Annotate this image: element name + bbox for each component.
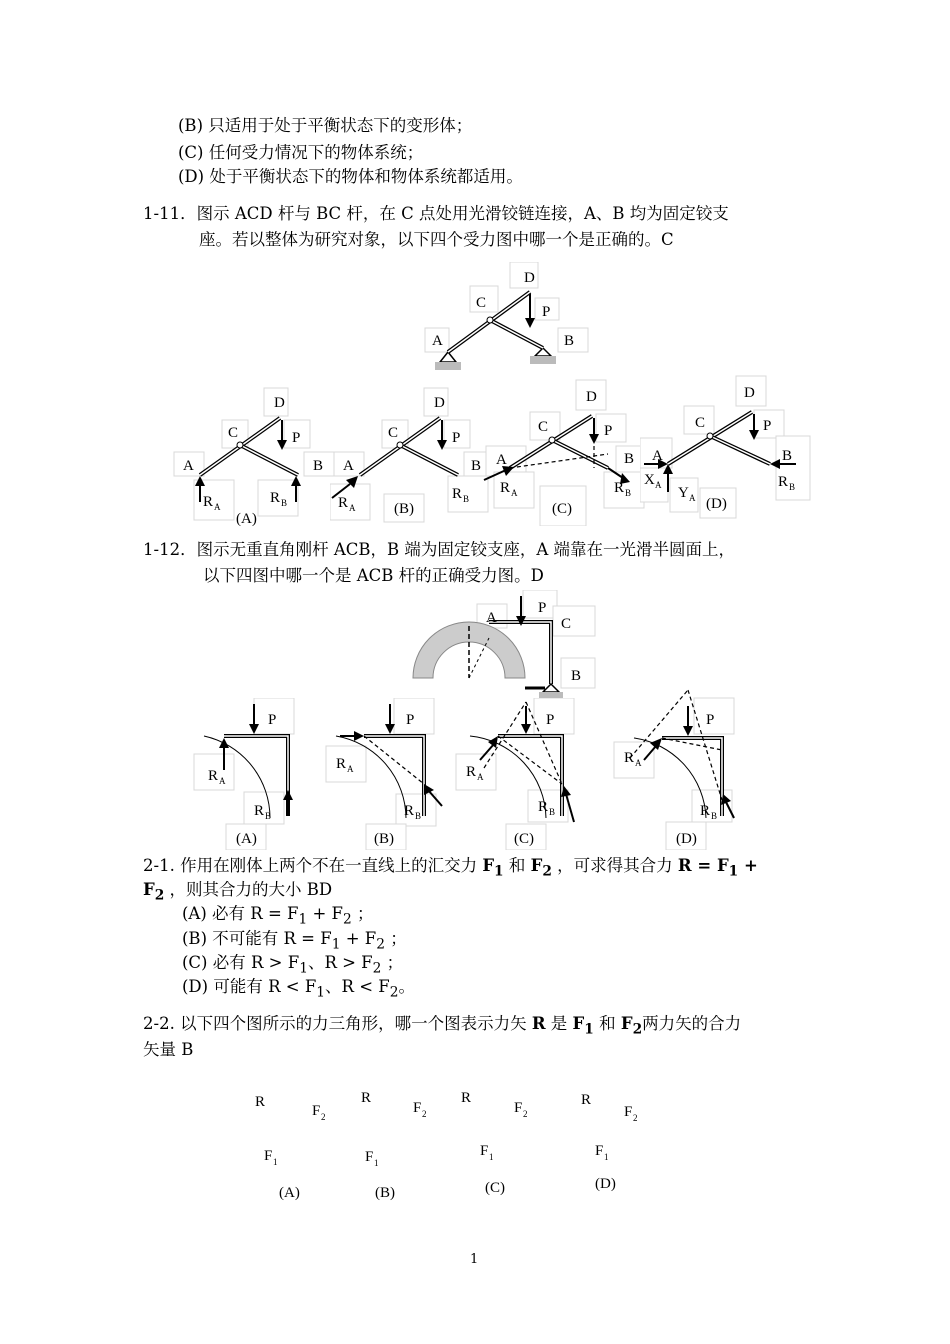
sub-a: A	[511, 488, 518, 498]
label-ra: R	[338, 495, 349, 511]
figure-1-11-option-d	[640, 372, 815, 522]
question-2-1-line2	[143, 880, 332, 905]
sub-b: B	[415, 811, 422, 821]
f1-sub: 1	[584, 1021, 594, 1038]
f2-symbol: F	[143, 880, 155, 899]
question-text-2: 可求得其合力	[573, 856, 673, 875]
option-d-mid: 、R < F	[325, 977, 390, 996]
question-number: 2-2.	[143, 1014, 175, 1033]
label-f1: F	[595, 1143, 604, 1159]
label-f1: F	[264, 1148, 273, 1164]
label-b: B	[564, 333, 575, 349]
sub-2: 2	[321, 1112, 326, 1122]
label-a: A	[343, 458, 354, 474]
sub-b: B	[625, 488, 632, 498]
f2-symbol: F	[620, 1014, 633, 1033]
question-text-2: 两力矢的合力	[642, 1014, 742, 1033]
question-1-12-line1: 1-12．图示无重直角刚杆 ACB，B 端为固定铰支座，A 端靠在一光滑半圆面上，	[143, 540, 736, 559]
option-d-text: (D) 可能有 R < F	[182, 977, 317, 996]
caption-d: (D)	[676, 831, 697, 847]
figure-1-11-option-b	[330, 380, 500, 530]
label-xa: X	[644, 472, 655, 488]
label-p: P	[763, 418, 772, 434]
sub-a: A	[689, 493, 696, 503]
option-2-1-b	[182, 929, 407, 954]
option-a-text: (A) 必有 R = F	[182, 904, 299, 923]
sub-b: B	[463, 494, 470, 504]
label-p: P	[538, 600, 547, 616]
option-b-line: (B) 只适用于处于平衡状态下的变形体；	[178, 116, 473, 135]
question-2-1-line1	[143, 856, 758, 881]
figure-1-12-option-b	[320, 698, 450, 850]
option-c-line: (C) 任何受力情况下的物体系统；	[178, 143, 424, 162]
sub-1: 1	[299, 960, 308, 977]
figure-1-12-main	[405, 590, 605, 702]
sub-2: 2	[422, 1109, 427, 1119]
sub-1: 1	[728, 863, 739, 880]
f2-sub: 2	[632, 1021, 643, 1038]
option-c-text: (C) 必有 R > F	[182, 953, 300, 972]
label-d: D	[524, 270, 535, 286]
caption-c: (C)	[485, 1180, 505, 1196]
figure-1-12-option-c	[450, 698, 590, 850]
label-f1: F	[480, 1143, 489, 1159]
label-d: D	[274, 395, 285, 411]
and-word: 和	[599, 1014, 616, 1033]
figure-1-12-option-a	[190, 698, 310, 850]
f1-symbol: F	[482, 856, 495, 875]
f2-sub: 2	[154, 887, 165, 904]
caption-c: (C)	[552, 501, 572, 517]
sub-2: 2	[372, 960, 382, 977]
label-b: B	[471, 458, 482, 474]
label-d: D	[586, 389, 597, 405]
question-text: 以下四个图所示的力三角形，哪一个图表示力矢	[180, 1014, 527, 1033]
period: 。	[398, 977, 415, 996]
label-r: R	[361, 1090, 372, 1106]
sub-1: 1	[273, 1157, 278, 1167]
label-rb: R	[700, 803, 711, 819]
sub-a: A	[655, 480, 662, 490]
question-text-3: 则其合力的大小 BD	[186, 880, 333, 899]
label-rb: R	[614, 480, 625, 496]
sub-1: 1	[604, 1152, 609, 1162]
label-c: C	[695, 415, 706, 431]
semicolon: ；	[386, 953, 404, 972]
label-p: P	[292, 430, 301, 446]
label-a: A	[496, 452, 507, 468]
label-rb: R	[254, 803, 265, 819]
caption-b: (B)	[374, 831, 394, 847]
label-c: C	[538, 419, 549, 435]
question-1-12-line2: 以下四图中哪一个是 ACB 杆的正确受力图。D	[203, 566, 544, 585]
label-rb: R	[404, 803, 415, 819]
sub-b: B	[265, 811, 272, 821]
label-p: P	[406, 712, 415, 728]
option-2-1-a	[182, 904, 374, 929]
label-ra: R	[336, 756, 347, 772]
page-number: 1	[470, 1252, 479, 1267]
label-rb: R	[270, 490, 281, 506]
caption-d: (D)	[595, 1176, 616, 1192]
caption-b: (B)	[375, 1185, 395, 1201]
f1-sub: 1	[494, 863, 504, 880]
label-r: R	[581, 1092, 592, 1108]
r-symbol: R	[531, 1014, 546, 1033]
option-b-text: (B) 不可能有 R = F	[182, 929, 332, 948]
semicolon: ；	[357, 904, 374, 923]
label-p: P	[452, 430, 461, 446]
sub-2: 2	[633, 1113, 638, 1123]
label-c: C	[228, 425, 239, 441]
label-ra: R	[466, 764, 477, 780]
label-rb: R	[452, 486, 463, 502]
sub-a: A	[347, 764, 354, 774]
sub-2: 2	[523, 1109, 528, 1119]
sub-b: B	[789, 482, 796, 492]
question-1-11-line1: 1-11．图示 ACD 杆与 BC 杆，在 C 点处用光滑铰链连接，A、B 均为固定铰支	[143, 204, 729, 223]
r-equation: R = F	[677, 856, 729, 875]
option-2-1-d	[182, 977, 415, 1002]
question-2-2-line2: 矢量 B	[143, 1040, 194, 1059]
question-number: 2-1.	[143, 856, 175, 875]
sub-a: A	[635, 758, 642, 768]
sub-2: 2	[343, 911, 352, 928]
caption-a: (A)	[236, 511, 257, 527]
caption-c: (C)	[514, 831, 534, 847]
f1-symbol: F	[572, 1014, 585, 1033]
sub-2: 2	[376, 936, 385, 953]
option-c-mid: 、R > F	[307, 953, 373, 972]
caption-a: (A)	[279, 1185, 300, 1201]
label-a: A	[183, 458, 194, 474]
sub-b: B	[281, 498, 288, 508]
sub-a: A	[219, 776, 226, 786]
label-r: R	[461, 1090, 472, 1106]
label-a: A	[432, 333, 443, 349]
label-c: C	[388, 425, 399, 441]
label-p: P	[706, 712, 715, 728]
sub-a: A	[477, 772, 484, 782]
caption-a: (A)	[236, 831, 257, 847]
label-b: B	[624, 451, 635, 467]
label-rb: R	[778, 474, 789, 490]
label-p: P	[268, 712, 277, 728]
sub-1: 1	[331, 936, 341, 953]
figure-1-11-option-a	[170, 380, 340, 530]
label-b: B	[313, 458, 324, 474]
f2-symbol: F	[530, 856, 543, 875]
label-b: B	[571, 668, 582, 684]
question-text: 作用在刚体上两个不在一直线上的汇交力	[180, 856, 478, 875]
label-f2: F	[514, 1100, 523, 1116]
and-word: 和	[508, 856, 526, 875]
sub-1: 1	[316, 984, 326, 1001]
figure-1-11-option-c	[480, 376, 650, 526]
plus: +	[744, 856, 758, 875]
semicolon: ；	[390, 929, 407, 948]
sub-b: B	[711, 811, 718, 821]
label-ra: R	[624, 750, 635, 766]
label-a: A	[652, 448, 663, 464]
label-d: D	[744, 385, 755, 401]
label-r: R	[255, 1094, 266, 1110]
label-f1: F	[365, 1149, 374, 1165]
label-c: C	[561, 616, 572, 632]
question-1-11-line2: 座。若以整体为研究对象，以下四个受力图中哪一个是正确的。C	[199, 230, 674, 249]
f2-sub: 2	[542, 863, 552, 880]
comma: ，	[557, 856, 574, 875]
sub-a: A	[214, 502, 221, 512]
figure-1-11-main	[415, 262, 595, 377]
label-a: A	[486, 610, 497, 626]
question-2-2-line1	[143, 1014, 741, 1039]
sub-b: B	[549, 807, 556, 817]
label-f2: F	[312, 1103, 321, 1119]
label-f2: F	[624, 1104, 633, 1120]
option-2-1-c	[182, 953, 403, 978]
label-f2: F	[413, 1100, 422, 1116]
sub-1: 1	[298, 911, 308, 928]
figure-2-2	[240, 1082, 660, 1206]
label-p: P	[546, 712, 555, 728]
label-ra: R	[500, 480, 511, 496]
option-a-tail: + F	[312, 904, 343, 923]
label-ra: R	[208, 768, 219, 784]
is-word: 是	[550, 1014, 568, 1033]
sub-1: 1	[374, 1158, 379, 1168]
option-b-tail: + F	[345, 929, 377, 948]
label-d: D	[434, 395, 445, 411]
label-p: P	[604, 423, 613, 439]
label-c: C	[476, 295, 487, 311]
label-p: P	[542, 304, 551, 320]
sub-1: 1	[489, 1152, 494, 1162]
sub-2: 2	[389, 984, 399, 1001]
label-ya: Y	[678, 485, 689, 501]
comma: ，	[169, 880, 187, 899]
label-rb: R	[538, 799, 549, 815]
caption-d: (D)	[706, 496, 727, 512]
option-d-line: (D) 处于平衡状态下的物体和物体系统都适用。	[178, 167, 523, 186]
sub-a: A	[349, 503, 356, 513]
label-ra: R	[203, 494, 214, 510]
label-b: B	[782, 448, 793, 464]
caption-b: (B)	[394, 501, 414, 517]
figure-1-12-option-d	[610, 688, 750, 850]
